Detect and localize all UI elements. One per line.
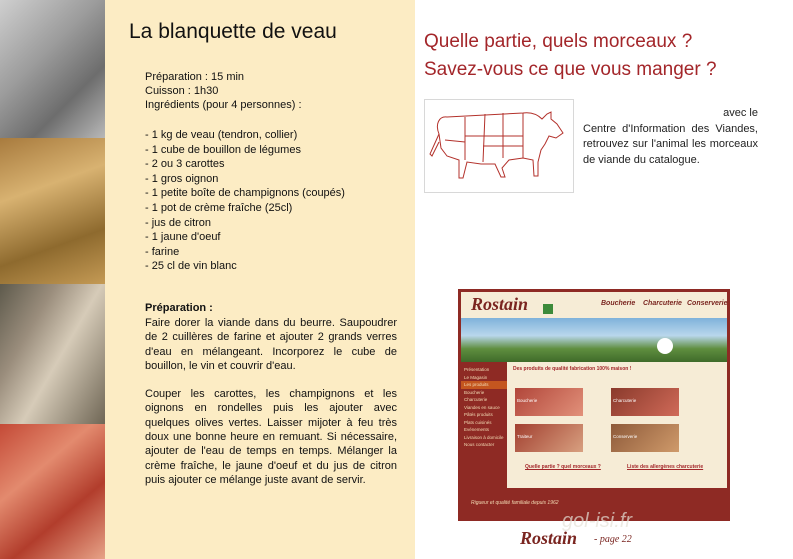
site-menu-item[interactable]: Livraison à domicile [464,434,504,440]
site-card-label: Charcuterie [613,398,637,403]
page-footer [520,510,760,552]
cow-icon [425,100,573,192]
site-tagline: Rigueur et qualité familiale depuis 1962 [471,500,559,506]
info-first-line: avec le [723,107,758,119]
title-line: Savez-vous ce que vous manger ? [424,59,717,80]
recipe-title: La blanquette de veau [129,20,337,43]
footer-logo: Rostain [520,528,578,548]
site-content [461,362,727,488]
title-line: Quelle partie, quels morceaux ? [424,31,693,52]
site-menu-item[interactable]: Viandes en sauce [464,404,500,410]
site-nav-boucherie[interactable]: Boucherie [601,300,636,307]
site-menu [461,362,507,492]
ingredient-item: - 1 gros oignon [145,172,219,185]
site-menu-item[interactable]: Présentation [464,367,490,372]
info-text [583,106,758,168]
watermark: gol-isi.fr [562,510,633,532]
recipe-panel [105,0,415,559]
step-paragraph: Couper les carottes, les champignons et les oignons en rondelles puis les ajouter avec quelques olives vertes. Laisser mijoter à feu très doux une bonne heure en remuant. Si nécessaire, ajouter de l'eau de temps en temps. Mélanger la crème fraîche, le jaune d'oeuf et du jus de citron puis ajouter ce mélange juste avant de servir. [145,388,397,486]
prep-time: Préparation : 15 min [145,71,245,83]
site-menu-item[interactable]: Boucherie [464,389,485,395]
ingredient-item: - 25 cl de vin blanc [145,260,237,273]
recipe-meta [145,70,302,112]
site-menu-item[interactable]: Evénements [464,427,490,432]
ingredient-item: - 1 cube de bouillon de légumes [145,143,301,156]
photo-butcher [0,0,105,138]
ingredient-item: - farine [145,245,180,258]
step-paragraph: Faire dorer la viande dans du beurre. Saupoudrer de 2 cuillères de farine et ajouter 2 grands verres d'eau en mélangeant. Incorporez le cube de bouillon, le vin et couvrir d'eau. [145,317,397,372]
ingredient-item: - 1 jaune d'oeuf [145,231,221,244]
ingredients-heading: Ingrédients (pour 4 personnes) : [145,99,302,111]
flower-icon [657,338,673,354]
site-menu-item[interactable]: Charcuterie [464,397,488,402]
site-menu-item[interactable]: Pâtés produits [464,412,493,417]
preparation-steps [145,316,397,501]
site-link-allergens[interactable]: Liste des allergènes charcuterie [627,464,704,470]
site-link-cuts[interactable]: Quelle partie ? quel morceaux ? [525,464,601,470]
cow-cuts-diagram [424,99,574,193]
site-card-label: Boucherie [517,398,538,403]
ingredient-item: - jus de citron [145,216,212,229]
site-menu-item[interactable]: Plats cuisinés [464,419,492,425]
photo-basket [0,138,105,284]
ingredient-list [145,128,345,274]
site-banner [461,318,727,362]
cook-time: Cuisson : 1h30 [145,85,219,97]
page-number: - page 22 [594,534,632,545]
site-menu-item[interactable]: Les produits [461,381,507,389]
site-nav-conserverie[interactable]: Conserverie [687,300,728,307]
ingredient-item: - 1 kg de veau (tendron, collier) [145,129,298,141]
site-menu-item[interactable]: Le Magasin [464,374,488,380]
site-header [461,292,727,318]
organic-badge-icon [543,304,553,314]
photo-meat [0,424,105,559]
site-nav-charcuterie[interactable]: Charcuterie [643,300,682,307]
site-heading: Des produits de qualité fabrication 100% maison ! [513,366,632,372]
ingredient-item: - 1 pot de crème fraîche (25cl) [145,201,293,214]
ingredient-item: - 2 ou 3 carottes [145,158,225,171]
ingredient-item: - 1 petite boîte de champignons (coupés) [145,187,345,200]
site-card-label: Conserverie [613,434,638,439]
site-logo: Rostain [471,294,529,314]
site-menu-item[interactable]: Nous contacter [464,442,495,447]
cuts-question-title [424,28,717,84]
site-card-label: Traiteur [517,434,533,439]
preparation-heading: Préparation : [145,302,213,314]
info-rest: Centre d'Information des Viandes, retrouvez sur l'animal les morceaux de viande du catalogue. [583,122,758,166]
website-screenshot [458,289,730,521]
photo-strip [0,0,105,559]
photo-sausages [0,284,105,424]
